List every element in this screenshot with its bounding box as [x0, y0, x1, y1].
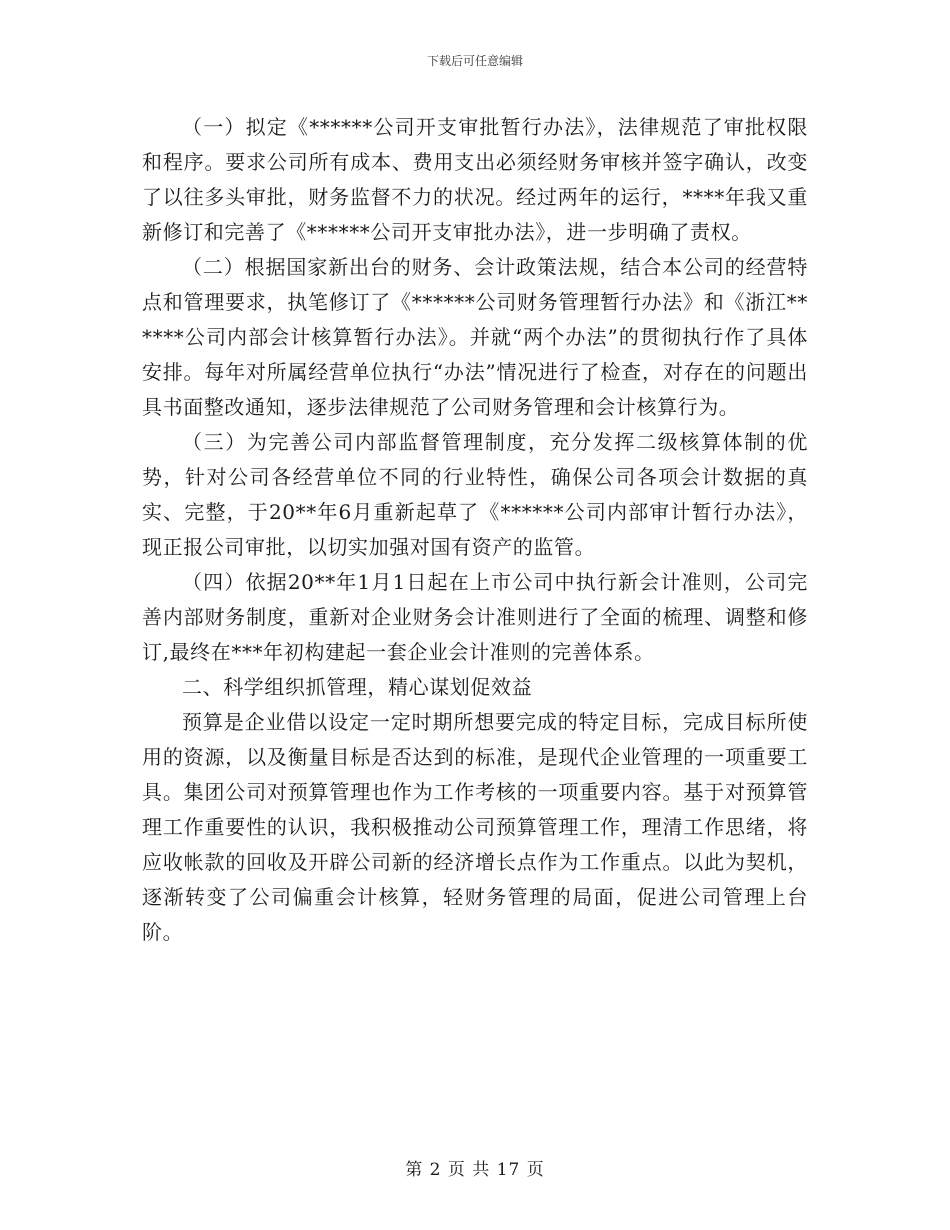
page-header: 下载后可任意编辑 [426, 54, 523, 68]
paragraph-2: （二）根据国家新出台的财务、会计政策法规，结合本公司的经营特点和管理要求，执笔修订了《******公司财务管理暂行办法》和《浙江******公司内部会计核算暂行办法》。并就“两个办法”的贯彻执行作了具体安排。每年对所属经营单位执行“办法”情况进行了检查，对存在的问题出具书面整改通知，逐步法律规范了公司财务管理和会计核算行为。 [142, 255, 808, 419]
paragraph-4: （四）依据20**年1月1日起在上市公司中执行新会计准则，公司完善内部财务制度，重新对企业财务会计准则进行了全面的梳理、调整和修订,最终在***年初构建起一套企业会计准则的完善体系。 [142, 570, 808, 664]
paragraph-3: （三）为完善公司内部监督管理制度，充分发挥二级核算体制的优势，针对公司各经营单位不同的行业特性，确保公司各项会计数据的真实、完整，于20**年6月重新起草了《******公司内部审计暂行办法》，现正报公司审批，以切实加强对国有资产的监管。 [142, 430, 808, 559]
section-heading: 二、科学组织抓管理，精心谋划促效益 [182, 675, 533, 699]
paragraph-1: （一）拟定《******公司开支审批暂行办法》，法律规范了审批权限和程序。要求公司所有成本、费用支出必须经财务审核并签字确认，改变了以往多头审批，财务监督不力的状况。经过两年的运行，****年我又重新修订和完善了《******公司开支审批办法》，进一步明确了责权。 [142, 115, 808, 244]
paragraph-5: 预算是企业借以设定一定时期所想要完成的特定目标，完成目标所使用的资源，以及衡量目标是否达到的标准，是现代企业管理的一项重要工具。集团公司对预算管理也作为工作考核的一项重要内容。基于对预算管理工作重要性的认识，我积极推动公司预算管理工作，理清工作思绪，将应收帐款的回收及开辟公司新的经济增长点作为工作重点。以此为契机，逐渐转变了公司偏重会计核算，轻财务管理的局面，促进公司管理上台阶。 [142, 710, 808, 944]
document-body [142, 110, 808, 950]
page-number: 第 2 页 共 17 页 [405, 1160, 545, 1180]
